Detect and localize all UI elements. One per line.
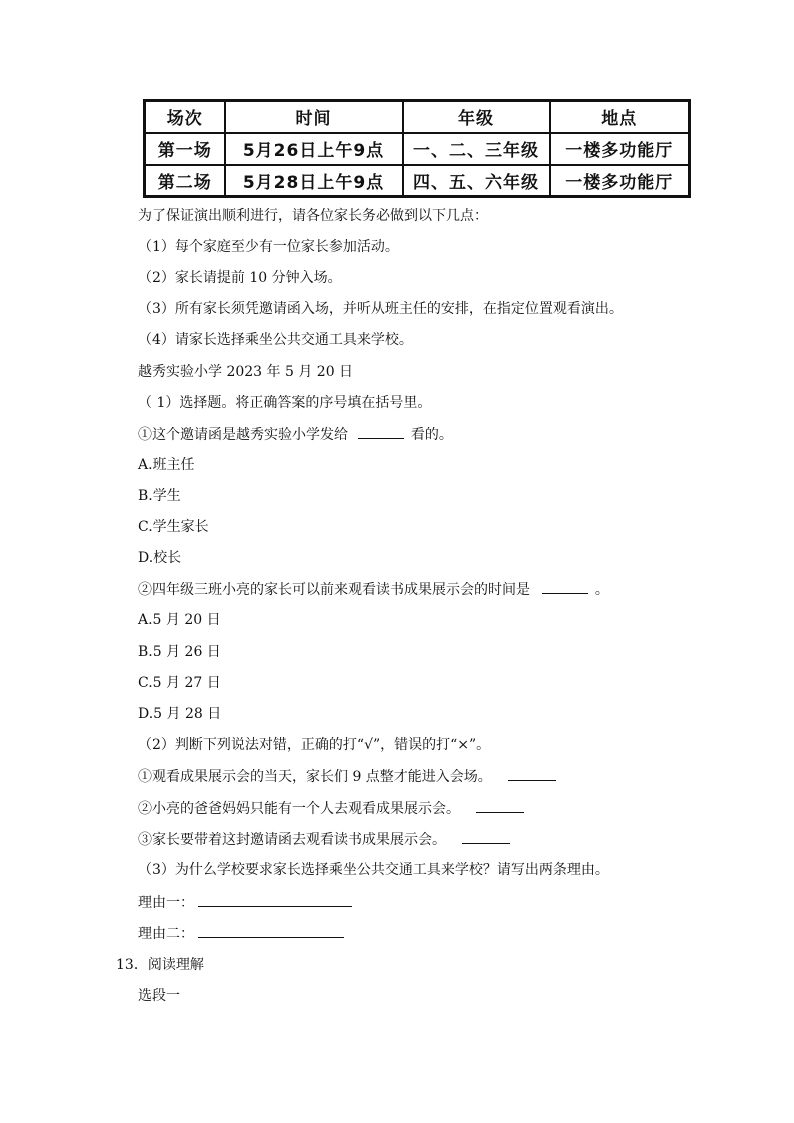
table-cell: 第二场 [145, 165, 225, 197]
answer-blank[interactable] [476, 798, 524, 813]
section-13-subtitle: 选段一 [138, 988, 180, 1004]
table-cell: 5月28日上午9点 [225, 165, 403, 197]
table-cell: 5月26日上午9点 [225, 133, 403, 165]
notice-item: （4）请家长选择乘坐公共交通工具来学校。 [138, 332, 413, 348]
stem-text: ②四年级三班小亮的家长可以前来观看读书成果展示会的时间是 [138, 582, 530, 598]
schedule-table [143, 99, 691, 198]
notice-item: （3）所有家长须凭邀请函入场，并听从班主任的安排，在指定位置观看演出。 [138, 301, 623, 317]
notice-signature: 越秀实验小学 2023 年 5 月 20 日 [138, 364, 354, 380]
option-c: C.学生家长 [138, 519, 209, 535]
answer-blank[interactable] [358, 424, 404, 439]
reason-label: 理由一： [138, 895, 194, 911]
answer-blank[interactable] [198, 892, 352, 907]
section-13-title: 13．阅读理解 [116, 957, 204, 973]
table-header-cell: 时间 [225, 101, 403, 133]
table-header-row [145, 101, 690, 133]
question-1-2-stem [138, 579, 609, 600]
table-cell: 第一场 [145, 133, 225, 165]
answer-blank[interactable] [198, 923, 344, 938]
table-cell: 一楼多功能厅 [550, 133, 690, 165]
option-a: A.班主任 [138, 457, 195, 473]
table-cell: 一楼多功能厅 [550, 165, 690, 197]
answer-blank[interactable] [542, 579, 588, 594]
option-d: D.5 月 28 日 [138, 706, 222, 722]
judgment-text: ③家长要带着这封邀请函去观看读书成果展示会。 [138, 832, 446, 848]
answer-blank[interactable] [462, 829, 510, 844]
reason-label: 理由二： [138, 926, 194, 942]
option-b: B.学生 [138, 488, 181, 504]
notice-item: （1）每个家庭至少有一位家长参加活动。 [138, 239, 399, 255]
option-c: C.5 月 27 日 [138, 675, 221, 691]
notice-item: （2）家长请提前 10 分钟入场。 [138, 270, 342, 286]
reason-line [138, 892, 352, 913]
question-1-1-stem [138, 424, 453, 445]
judgment-item [138, 798, 524, 819]
judgment-text: ②小亮的爸爸妈妈只能有一个人去观看成果展示会。 [138, 801, 460, 817]
option-a: A.5 月 20 日 [138, 612, 221, 628]
stem-text: ①这个邀请函是越秀实验小学发给 [138, 427, 348, 443]
question-1-title: （ 1）选择题。将正确答案的序号填在括号里。 [138, 395, 432, 411]
judgment-item [138, 766, 556, 787]
notice-intro: 为了保证演出顺利进行，请各位家长务必做到以下几点： [138, 208, 488, 224]
reason-line [138, 923, 344, 944]
table-header-cell: 年级 [403, 101, 550, 133]
table-header-cell: 场次 [145, 101, 225, 133]
answer-blank[interactable] [508, 766, 556, 781]
option-d: D.校长 [138, 550, 182, 566]
table-cell: 一、二、三年级 [403, 133, 550, 165]
question-3-title: （3）为什么学校要求家长选择乘坐公共交通工具来学校？请写出两条理由。 [138, 862, 609, 878]
judgment-text: ①观看成果展示会的当天，家长们 9 点整才能进入会场。 [138, 769, 492, 785]
table-row [145, 133, 690, 165]
question-2-title: （2）判断下列说法对错，正确的打“√”，错误的打“×”。 [138, 737, 491, 753]
option-b: B.5 月 26 日 [138, 644, 221, 660]
judgment-item [138, 829, 510, 850]
stem-text: 看的。 [410, 427, 453, 443]
stem-text: 。 [594, 582, 609, 598]
table-header-cell: 地点 [550, 101, 690, 133]
table-row [145, 165, 690, 197]
table-cell: 四、五、六年级 [403, 165, 550, 197]
